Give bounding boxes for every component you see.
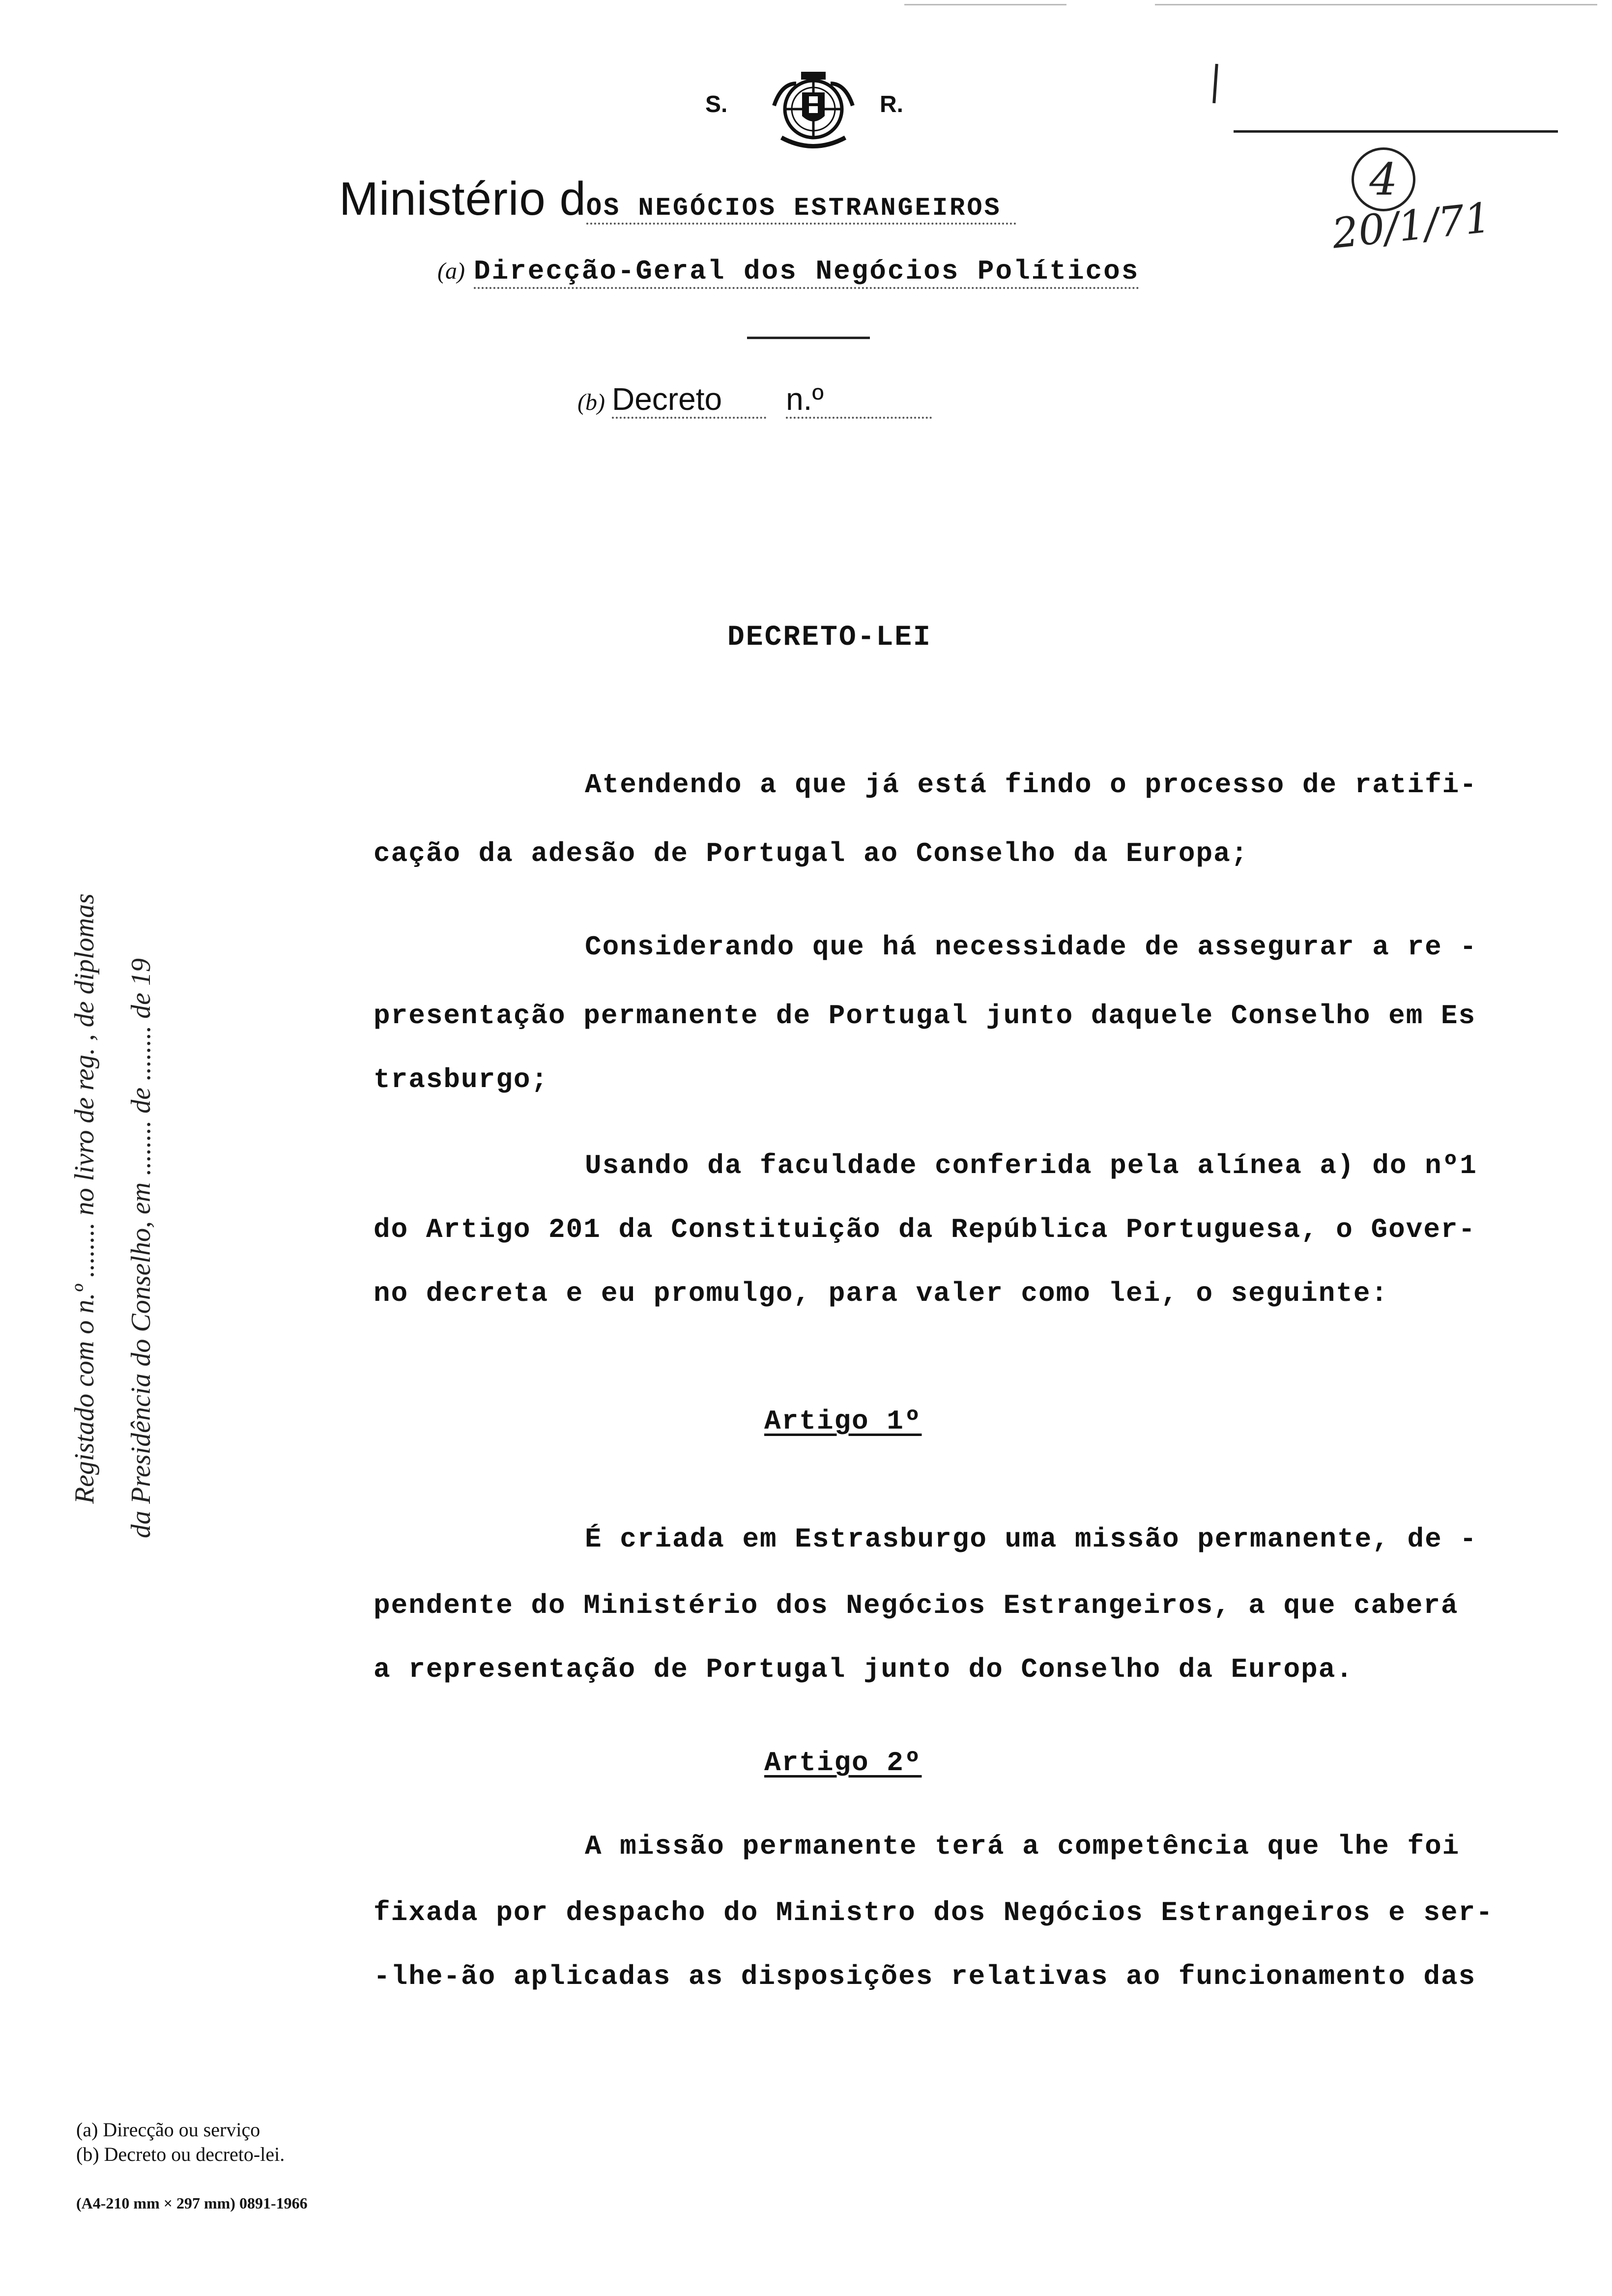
- margin-register-line-2: da Presidência do Conselho, em ........ de ........ de 19: [126, 958, 156, 1538]
- preamble-1-line-1: Atendendo a que já está findo o processo de ratifi-: [585, 769, 1477, 801]
- preamble-1-line-2: cação da adesão de Portugal ao Conselho da Europa;: [374, 838, 1249, 869]
- footnote-a: (a) Direcção ou serviço: [76, 2119, 260, 2141]
- article-1-line-1: É criada em Estrasburgo uma missão permanente, de -: [585, 1523, 1477, 1555]
- scan-edge-line: [904, 4, 1066, 5]
- ministry-line: [339, 172, 1016, 226]
- handwritten-date: 20/1/71: [1329, 193, 1494, 258]
- emblem-left-text: S.: [705, 91, 728, 117]
- margin-register-line-1: Registado com o n.º ........ no livro de reg. , de diplomas: [69, 893, 100, 1504]
- footnote-b: (b) Decreto ou decreto-lei.: [76, 2143, 285, 2165]
- preamble-2-line-1: Considerando que há necessidade de assegurar a re -: [585, 931, 1477, 963]
- annotation-rule-line: [1234, 130, 1558, 133]
- document-heading: DECRETO-LEI: [727, 622, 932, 654]
- article-1-title: Artigo 1º: [764, 1406, 922, 1437]
- preamble-3-line-3: no decreta e eu promulgo, para valer como lei, o seguinte:: [374, 1278, 1389, 1309]
- preamble-3-line-1: Usando da faculdade conferida pela alínea a) do nº1: [585, 1150, 1477, 1181]
- directorate-name: Direcção-Geral dos Negócios Políticos: [474, 256, 1139, 289]
- preamble-2-line-3: trasburgo;: [374, 1064, 549, 1095]
- article-2-line-2: fixada por despacho do Ministro dos Negócios Estrangeiros e ser-: [374, 1897, 1494, 1928]
- ministry-name: OS NEGÓCIOS ESTRANGEIROS: [586, 194, 1016, 225]
- preamble-3-line-2: do Artigo 201 da Constituição da República Portuguesa, o Gover-: [374, 1214, 1476, 1245]
- scan-edge-line: [1155, 4, 1597, 5]
- form-code: (A4-210 mm × 297 mm) 0891-1966: [76, 2194, 308, 2212]
- decree-number-label: n.º: [786, 381, 932, 419]
- ministry-prefix: Ministério d: [339, 172, 586, 225]
- coat-of-arms-icon: [767, 69, 860, 152]
- preamble-2-line-2: presentação permanente de Portugal junto daquele Conselho em Es: [374, 1000, 1476, 1032]
- article-2-title: Artigo 2º: [764, 1747, 922, 1779]
- circled-number-text: 4: [1369, 153, 1398, 205]
- article-1-line-3: a representação de Portugal junto do Conselho da Europa.: [374, 1654, 1353, 1685]
- decree-label: Decreto: [612, 381, 766, 419]
- emblem-right-text: R.: [880, 91, 903, 117]
- directorate-marker: (a): [437, 258, 465, 284]
- article-1-line-2: pendente do Ministério dos Negócios Estrangeiros, a que caberá: [374, 1590, 1459, 1621]
- handwritten-tick-mark: [1212, 64, 1218, 103]
- decree-line: [577, 381, 932, 417]
- article-2-line-3: -lhe-ão aplicadas as disposições relativas ao funcionamento das: [374, 1961, 1476, 1992]
- directorate-line: [437, 256, 1139, 287]
- article-2-line-1: A missão permanente terá a competência que lhe foi: [585, 1831, 1460, 1862]
- header-divider: [747, 337, 870, 339]
- decree-marker: (b): [577, 389, 605, 415]
